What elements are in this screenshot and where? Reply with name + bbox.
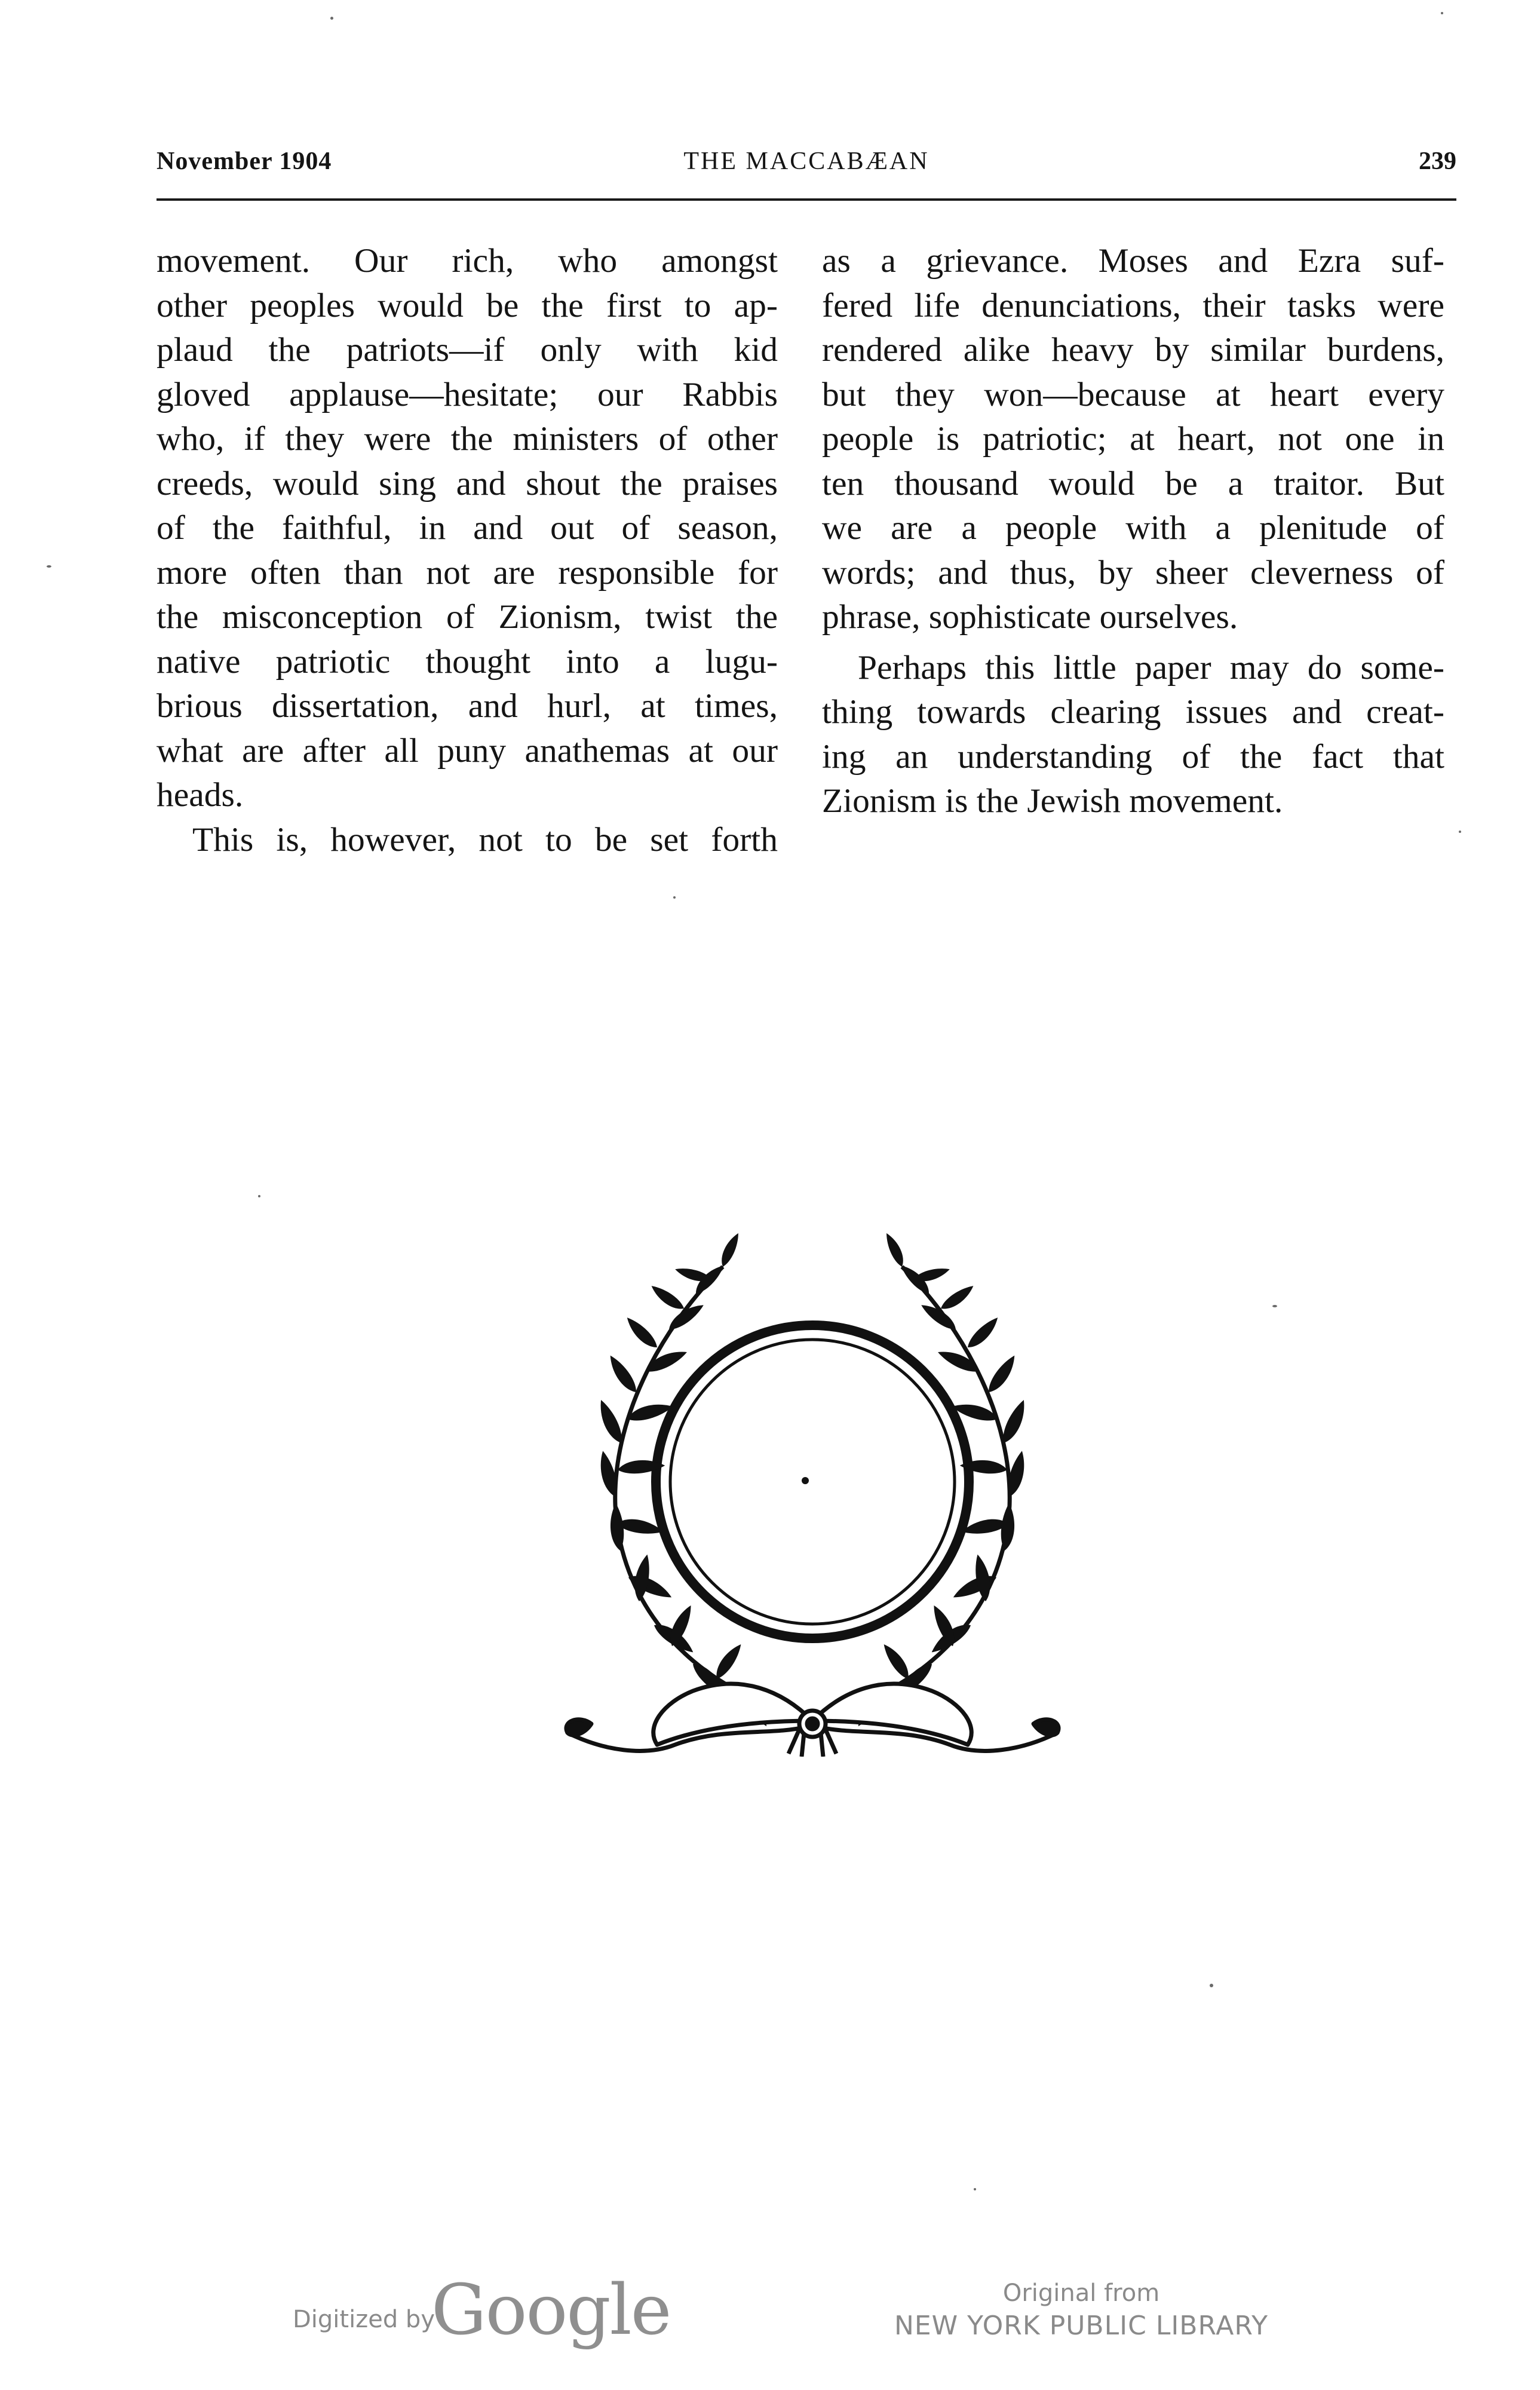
text-line: we are a people with a plenitude of bbox=[822, 509, 1444, 547]
text-line: heads. bbox=[157, 776, 244, 814]
text-line: native patriotic thought into a lugu- bbox=[157, 642, 778, 681]
scan-speck bbox=[1459, 831, 1461, 833]
text-line: plaud the patriots—if only with kid bbox=[157, 331, 778, 369]
text-line: more often than not are responsible for bbox=[157, 553, 778, 592]
scan-speck bbox=[258, 1195, 260, 1197]
text-line: Perhaps this little paper may do some- bbox=[858, 648, 1444, 687]
text-line: This is, however, not to be set forth bbox=[192, 820, 778, 859]
header-rule bbox=[157, 198, 1456, 201]
text-line: movement. Our rich, who amongst bbox=[157, 242, 778, 280]
scan-speck bbox=[47, 565, 51, 568]
text-line: creeds, would sing and shout the praises bbox=[157, 464, 778, 502]
google-logo: Google bbox=[431, 2270, 671, 2351]
text-line: of the faithful, in and out of season, bbox=[157, 509, 778, 547]
text-line: gloved applause—hesitate; our Rabbis bbox=[157, 375, 778, 413]
ribbon-bow bbox=[566, 1684, 1059, 1757]
scan-speck bbox=[974, 2188, 976, 2190]
text-line: what are after all puny anathemas at our bbox=[157, 731, 778, 770]
text-line: rendered alike heavy by similar burdens, bbox=[822, 331, 1444, 369]
original-from-label: Original from bbox=[1002, 2279, 1160, 2307]
header-page-number: 239 bbox=[1419, 148, 1456, 175]
running-header bbox=[157, 147, 1456, 183]
text-line: other peoples would be the first to ap- bbox=[157, 286, 778, 324]
scan-speck bbox=[1210, 1984, 1213, 1987]
scan-speck bbox=[673, 896, 676, 899]
text-line: phrase, sophisticate ourselves. bbox=[822, 598, 1238, 636]
text-line: words; and thus, by sheer cleverness of bbox=[822, 553, 1444, 592]
text-line: who, if they were the ministers of other bbox=[157, 420, 778, 458]
library-name: NEW YORK PUBLIC LIBRARY bbox=[894, 2311, 1269, 2341]
text-line: Zionism is the Jewish movement. bbox=[822, 782, 1283, 820]
text-line: but they won—because at heart every bbox=[822, 375, 1444, 413]
library-watermark bbox=[884, 2278, 1278, 2343]
text-line: brious dissertation, and hurl, at times, bbox=[157, 687, 778, 725]
right-column bbox=[822, 239, 1444, 824]
scan-speck bbox=[1441, 12, 1443, 14]
header-title: THE MACCABÆAN bbox=[683, 148, 929, 175]
scan-speck bbox=[330, 17, 333, 20]
wreath-ornament bbox=[544, 1195, 1081, 1757]
outer-ring bbox=[656, 1325, 969, 1638]
digitized-by-label: Digitized by bbox=[293, 2306, 435, 2333]
text-line: as a grievance. Moses and Ezra suf- bbox=[822, 242, 1444, 280]
text-line: thing towards clearing issues and creat- bbox=[822, 693, 1444, 731]
scan-speck bbox=[1272, 1305, 1277, 1307]
text-line: ing an understanding of the fact that bbox=[822, 737, 1444, 776]
text-line: the misconception of Zionism, twist the bbox=[157, 598, 778, 636]
inner-ring bbox=[670, 1340, 955, 1624]
left-column bbox=[157, 239, 778, 862]
text-line: ten thousand would be a traitor. But bbox=[822, 464, 1444, 502]
text-line: fered life denunciations, their tasks were bbox=[822, 286, 1444, 324]
header-date: November 1904 bbox=[157, 148, 332, 175]
text-line: people is patriotic; at heart, not one in bbox=[822, 420, 1444, 458]
